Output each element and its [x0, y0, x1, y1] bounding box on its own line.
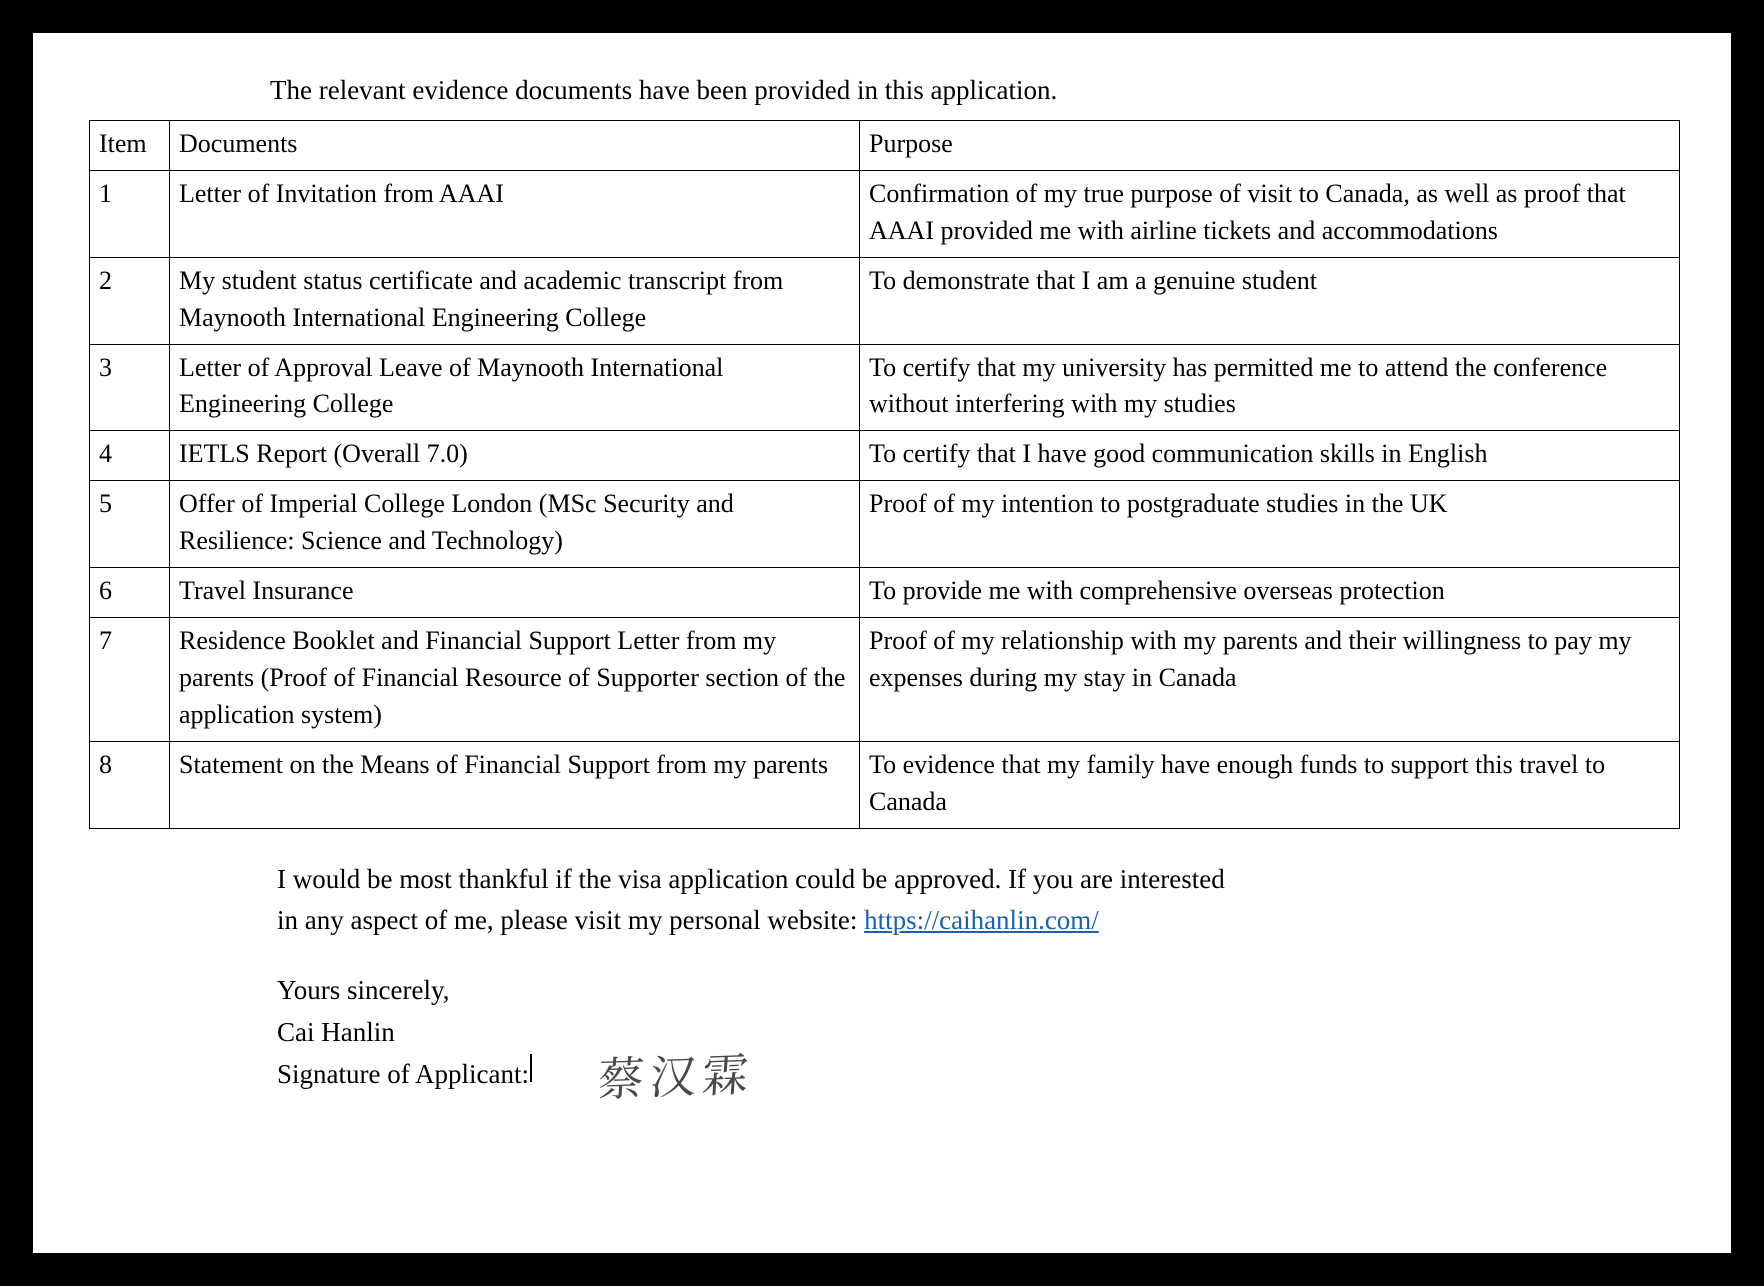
table-row [90, 431, 1680, 481]
cell-document: Letter of Approval Leave of Maynooth International Engineering College [170, 344, 860, 431]
cell-document: Offer of Imperial College London (MSc Security and Resilience: Science and Technology) [170, 481, 860, 568]
handwritten-signature: 蔡汉霖 [595, 1047, 757, 1107]
cell-item: 8 [90, 741, 170, 828]
cell-item: 1 [90, 170, 170, 257]
text-caret [530, 1054, 532, 1082]
table-row [90, 568, 1680, 618]
closing-paragraph [277, 859, 1679, 943]
cell-purpose: Proof of my relationship with my parents and their willingness to pay my expenses during my stay in Canada [860, 617, 1680, 741]
cell-item: 5 [90, 481, 170, 568]
column-header-purpose: Purpose [860, 121, 1680, 171]
table-row [90, 257, 1680, 344]
signature-block [277, 970, 1679, 1113]
cell-document: Residence Booklet and Financial Support Letter from my parents (Proof of Financial Resource of Supporter section of the application system) [170, 617, 860, 741]
signature-row [277, 1047, 1679, 1113]
table-row [90, 344, 1680, 431]
intro-paragraph: The relevant evidence documents have been provided in this application. [270, 75, 1058, 105]
cell-document: Letter of Invitation from AAAI [170, 170, 860, 257]
evidence-documents-table [89, 120, 1680, 829]
applicant-name: Cai Hanlin [277, 1017, 395, 1048]
table-row [90, 170, 1680, 257]
closing-line-2-prefix: in any aspect of me, please visit my personal website: [277, 905, 865, 936]
cell-document: IETLS Report (Overall 7.0) [170, 431, 860, 481]
table-row [90, 481, 1680, 568]
table-row [90, 617, 1680, 741]
cell-document: Travel Insurance [170, 568, 860, 618]
table-header-row [90, 121, 1680, 171]
cell-purpose: To evidence that my family have enough funds to support this travel to Canada [860, 741, 1680, 828]
signature-label: Signature of Applicant: [277, 1058, 529, 1089]
cell-item: 3 [90, 344, 170, 431]
cell-purpose: To demonstrate that I am a genuine student [860, 257, 1680, 344]
cell-purpose: To certify that I have good communication skills in English [860, 431, 1680, 481]
cell-purpose: Confirmation of my true purpose of visit to Canada, as well as proof that AAAI provided me with airline tickets and accommodations [860, 170, 1680, 257]
cell-document: Statement on the Means of Financial Support from my parents [170, 741, 860, 828]
cell-document: My student status certificate and academic transcript from Maynooth International Engineering College [170, 257, 860, 344]
cell-item: 6 [90, 568, 170, 618]
document-body [33, 33, 1731, 1113]
cell-purpose: To provide me with comprehensive overseas protection [860, 568, 1680, 618]
personal-website-link[interactable]: https://caihanlin.com/ [864, 905, 1099, 936]
closing-line-1: I would be most thankful if the visa application could be approved. If you are interested [277, 863, 1225, 894]
table-row [90, 741, 1680, 828]
cell-item: 7 [90, 617, 170, 741]
column-header-documents: Documents [170, 121, 860, 171]
cell-item: 4 [90, 431, 170, 481]
closing-line-2 [277, 900, 1679, 942]
cell-item: 2 [90, 257, 170, 344]
cell-purpose: Proof of my intention to postgraduate studies in the UK [860, 481, 1680, 568]
column-header-item: Item [90, 121, 170, 171]
document-page [33, 33, 1731, 1253]
cell-purpose: To certify that my university has permitted me to attend the conference without interfering with my studies [860, 344, 1680, 431]
valediction: Yours sincerely, [277, 975, 450, 1006]
